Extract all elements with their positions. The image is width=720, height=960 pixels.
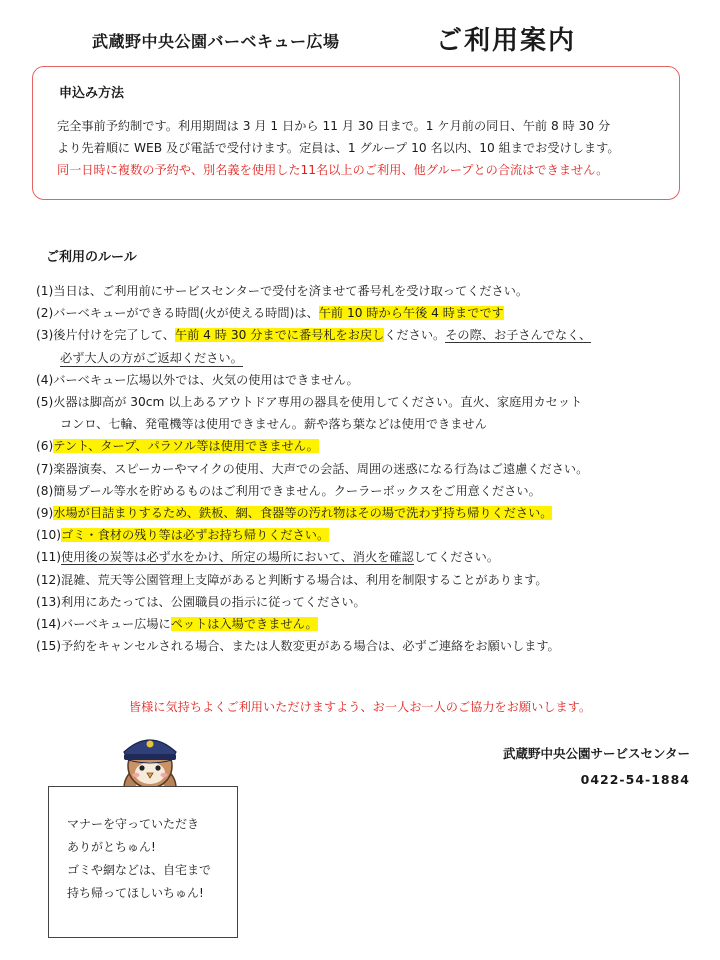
service-center-name: 武蔵野中央公園サービスセンター [502,746,690,761]
rule-number: (8) [36,483,54,498]
rule-text: バーベキュー広場以外では、火気の使用はできません。 [53,372,359,387]
rule-highlight: 午前 4 時 30 分までに番号札をお戻し [174,328,385,343]
rule-highlight: ペットは入場できません。 [170,617,318,632]
rule-item-6 [36,435,696,457]
mascot-line-3: ゴミや網などは、自宅まで [67,863,212,877]
rule-item-3 [36,324,696,368]
rule-underline: 必ず大人の方がご返却ください。 [60,350,243,365]
rule-text: 当日は、ご利用前にサービスセンターで受付を済ませて番号札を受け取ってください。 [53,284,529,298]
application-heading: 申込み方法 [59,86,125,101]
rule-number: (1) [36,284,54,298]
rule-highlight: 水場が目詰まりするため、鉄板、網、食器等の汚れ物はその場で洗わず持ち帰りください。 [53,506,553,521]
rule-item-8 [36,480,696,502]
rule-number: (2) [36,306,54,321]
rule-number: (13) [36,594,62,609]
rule-highlight: ゴミ・食材の残り等は必ずお持ち帰りください。 [61,528,330,543]
rule-item-11 [36,546,696,568]
rule-text: 簡易プール等水を貯めるものはご利用できません。クーラーボックスをご用意ください。 [53,483,541,498]
closing-message: 皆様に気持ちよくご利用いただけますよう、お一人お一人のご協力をお願いします。 [128,700,592,714]
application-line-1: 完全事前予約制です。利用期間は 3 月 1 日から 11 月 30 日まで。1 ケ月前の同日、午前 8 時 30 分 [57,119,611,133]
rule-text: 予約をキャンセルされる場合、または人数変更がある場合は、必ずご連絡をお願いします。 [61,639,560,654]
mascot-message [67,813,211,905]
rule-text: バーベキュー広場に [61,617,171,632]
rule-number: (15) [36,639,62,654]
phone-number: 0422-54-1884 [580,772,690,787]
rule-underline: その際、お子さんでなく、 [445,328,592,343]
mascot-line-4: 持ち帰ってほしいちゅん! [67,886,204,900]
rule-text: 火器は脚高が 30cm 以上あるアウトドア専用の器具を使用してください。直火、家庭用カセット [53,395,583,410]
rule-item-7 [36,458,696,480]
rule-number: (7) [36,461,54,476]
rule-number: (10) [36,528,62,543]
rule-item-12 [36,569,696,591]
mascot-line-2: ありがとちゅん! [67,840,156,854]
rule-number: (12) [36,572,62,587]
mascot-line-1: マナーを守っていただき [67,817,200,831]
application-method-box [32,66,680,200]
rule-text: ください。 [384,328,446,343]
rule-item-10 [36,524,696,546]
application-warning: 同一日時に複数の予約や、別名義を使用した11名以上のご利用、他グループとの合流はできません。 [57,163,609,177]
rule-item-2 [36,302,696,324]
rule-text: 後片付けを完了して、 [53,328,175,343]
rule-number: (3) [36,328,54,343]
rule-item-15 [36,635,696,657]
rule-item-9 [36,502,696,524]
page-title [0,18,720,58]
rule-item-13 [36,591,696,613]
rule-continuation [36,347,696,369]
rule-text: 混雑、荒天等公園管理上支障があると判断する場合は、利用を制限することがあります。 [61,572,548,587]
rule-number: (9) [36,506,54,521]
mascot-speech-box [48,786,238,938]
guide-title: ご利用案内 [436,26,577,56]
rule-text: 楽器演奏、スピーカーやマイクの使用、大声での会話、周囲の迷惑になる行為はご遠慮ください。 [53,461,589,476]
rule-item-5 [36,391,696,435]
rule-number: (14) [36,617,62,632]
rule-continuation: コンロ、七輪、発電機等は使用できません。薪や落ち葉などは使用できません [60,417,487,432]
rule-text: バーベキューができる時間(火が使える時間)は、 [53,306,319,321]
venue-name: 武蔵野中央公園バーベキュー広場 [92,32,340,51]
rule-number: (4) [36,372,54,387]
application-line-2: より先着順に WEB 及び電話で受付けます。定員は、1 グループ 10 名以内、10 組までお受けします。 [57,141,620,155]
rules-list [36,280,696,657]
application-body [57,115,661,181]
rule-number: (6) [36,439,54,454]
rule-item-1 [36,280,696,302]
rule-text: してください。 [413,550,500,565]
rule-underline: 使用後の炭等は必ず水をかけ、所定の場所において、消火を確認 [61,550,414,565]
rule-highlight: テント、タープ、パラソル等は使用できません。 [53,439,319,454]
rule-highlight: 午前 10 時から午後 4 時までです [318,306,504,321]
rule-number: (5) [36,395,54,410]
rule-text: 利用にあたっては、公園職員の指示に従ってください。 [61,594,366,609]
rule-item-4 [36,369,696,391]
rule-item-14 [36,613,696,635]
rules-heading: ご利用のルール [46,250,137,265]
contact-block [503,744,690,787]
rule-number: (11) [36,550,62,565]
